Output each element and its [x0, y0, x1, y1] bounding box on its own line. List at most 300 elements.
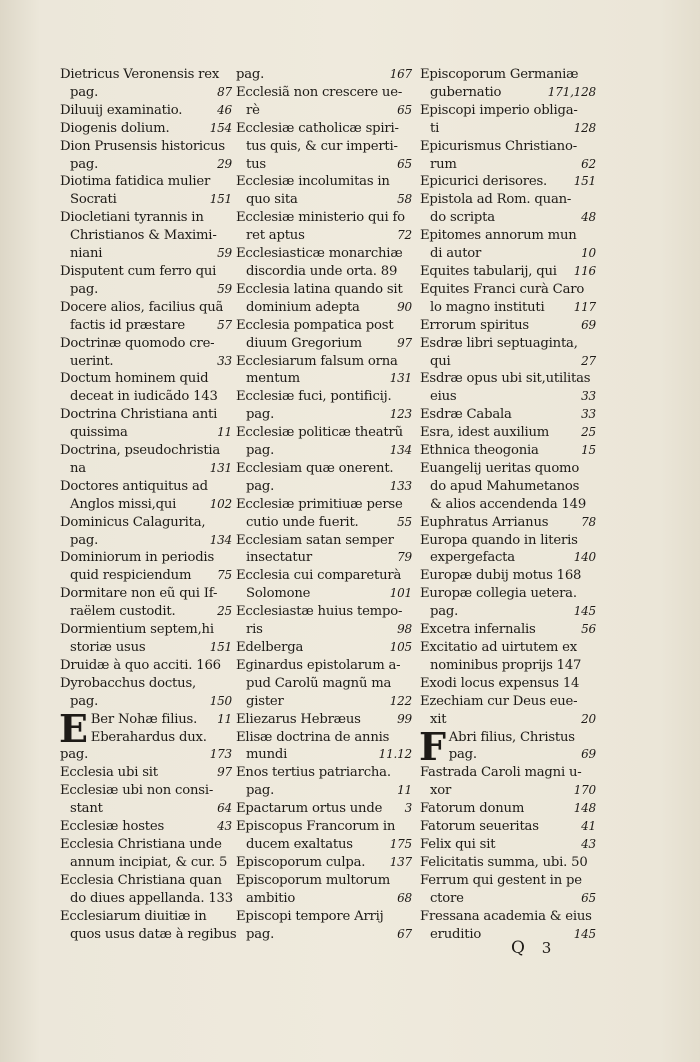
- page-reference: 65: [397, 102, 412, 117]
- index-entry: [420, 621, 596, 639]
- page-reference: 25: [581, 425, 596, 440]
- page-reference: 154: [209, 120, 232, 135]
- signature-mark: Q: [511, 938, 525, 958]
- index-entry-line: gubernatio 171,128: [430, 84, 596, 100]
- index-entry-line: dominium adepta 90: [246, 299, 412, 315]
- index-entry-line: Ecclesiarum falsum orna: [236, 353, 398, 369]
- page-reference: 65: [581, 890, 596, 905]
- index-entry-line: storiæ usus 151: [70, 640, 232, 655]
- index-entry-line: deceat in iudicãdo 143: [70, 389, 218, 405]
- index-entry-line: Epitomes annorum mun: [420, 228, 577, 244]
- page-reference: 151: [209, 640, 232, 654]
- page-reference: 65: [397, 156, 412, 171]
- index-entry-line: Ferrum qui gestent in pe: [420, 872, 582, 888]
- index-entry-line: raëlem custodit. 25: [70, 604, 232, 620]
- index-entry-line: Edelberga 105: [236, 640, 412, 655]
- page-reference: 68: [397, 890, 412, 905]
- index-entry: [60, 138, 232, 174]
- index-entry: [420, 66, 596, 102]
- page-reference: 67: [397, 926, 412, 941]
- page-reference: 151: [209, 192, 232, 207]
- index-entry-line: Esdræ libri septuaginta,: [420, 335, 578, 351]
- index-entry: [420, 227, 596, 263]
- index-entry-line: pag. 145: [430, 604, 596, 620]
- index-entry-line: expergefacta 140: [430, 550, 596, 566]
- index-entry-line: discordia unde orta. 89: [246, 263, 398, 279]
- page-reference: 11.12: [378, 747, 412, 762]
- index-entry-line: Diluuij examinatio. 46: [60, 102, 232, 118]
- index-entry-line: pag. 123: [246, 407, 412, 423]
- index-entry: [420, 424, 596, 442]
- index-entry-line: Eginardus epistolarum a-: [236, 657, 401, 673]
- page-reference: 3: [404, 801, 412, 816]
- index-entry-line: pag. 69: [448, 747, 596, 763]
- page-reference: 122: [389, 693, 412, 708]
- index-entry-line: Ecclesiã non crescere ue-: [236, 84, 403, 100]
- index-entry: [420, 532, 596, 568]
- page-reference: 62: [581, 156, 596, 171]
- index-entry-line: Solomone 101: [246, 586, 412, 602]
- index-entry-line: do scripta 48: [430, 210, 596, 226]
- index-entry-line: tus quis, & cur imperti-: [246, 138, 398, 154]
- index-entry: [420, 836, 596, 854]
- index-entry: [420, 370, 596, 406]
- index-entry-line: Ecclesiæ catholicæ spiri-: [236, 120, 399, 136]
- index-entry-line: Socrati 151: [70, 192, 232, 208]
- index-entry: [60, 657, 232, 675]
- index-entry-line: Doctum hominem quid: [60, 371, 209, 387]
- index-entry-line: Disputent cum ferro qui: [60, 263, 217, 279]
- index-entry-line: Ecclesia Christiana unde: [60, 836, 222, 852]
- index-entry: [60, 836, 232, 872]
- index-entry-line: cutio unde fuerit. 55: [246, 514, 412, 530]
- index-entry: [420, 102, 596, 138]
- index-entry: [236, 729, 412, 765]
- index-entry-line: Ecclesiæ incolumitas in: [236, 174, 390, 190]
- index-entry: [420, 442, 596, 460]
- index-entry: [420, 317, 596, 335]
- index-entry-line: Abri filius, Christus: [448, 729, 575, 745]
- index-entry-line: Europæ collegia uetera.: [420, 586, 577, 602]
- index-entry-line: Felicitatis summa, ubi. 50: [420, 854, 588, 870]
- index-entry-line: Errorum spiritus 69: [420, 317, 596, 333]
- index-entry: [419, 723, 596, 769]
- index-entry: [236, 532, 412, 568]
- page-reference: 43: [581, 836, 596, 851]
- index-entry: [420, 406, 596, 424]
- page-reference: 123: [389, 407, 412, 422]
- index-entry: [420, 908, 596, 944]
- index-entry-line: Druidæ à quo acciti. 166: [60, 657, 221, 673]
- index-entry-line: Ecclesia pompatica post: [236, 317, 394, 333]
- index-entry: [236, 209, 412, 245]
- page-reference: 48: [581, 210, 596, 225]
- index-entry-line: Dominicus Calagurita,: [60, 514, 206, 530]
- index-entry-line: ambitio 68: [246, 890, 412, 906]
- index-entry-line: Ecclesia Christiana quan: [60, 872, 222, 888]
- index-column-2: [236, 66, 412, 943]
- index-entry: [60, 621, 232, 657]
- index-entry-line: insectatur 79: [246, 550, 412, 566]
- page-reference: 171,128: [547, 84, 596, 99]
- index-entry-line: do apud Mahumetanos: [430, 478, 580, 494]
- index-entry: [420, 173, 596, 191]
- index-entry-line: Ethnica theogonia 15: [420, 443, 596, 459]
- index-entry-line: Dominiorum in periodis: [60, 550, 215, 566]
- index-entry: [420, 675, 596, 693]
- index-entry: [236, 800, 412, 818]
- index-column-3: [420, 66, 596, 943]
- index-entry-line: xor 170: [430, 783, 596, 799]
- page-reference: 102: [209, 496, 232, 511]
- index-entry-line: Felix qui sit 43: [420, 836, 596, 852]
- page-reference: 33: [217, 353, 232, 368]
- index-entry-line: uerint. 33: [70, 353, 232, 369]
- index-entry: [236, 764, 412, 800]
- index-entry: [420, 585, 596, 621]
- index-entry-line: di autor 10: [430, 246, 596, 262]
- page-reference: 150: [209, 693, 232, 708]
- index-entry-line: Epactarum ortus unde 3: [236, 801, 412, 817]
- index-entry: [420, 818, 596, 836]
- page-reference: 79: [397, 550, 412, 565]
- page-reference: 72: [397, 228, 412, 243]
- page-reference: 101: [389, 586, 412, 601]
- index-entry-line: Epicurismus Christiano-: [420, 138, 577, 154]
- index-entry: [420, 854, 596, 872]
- index-entry-line: Eliezarus Hebræus 99: [236, 711, 412, 727]
- index-entry-line: Ber Nohæ filius. 11: [90, 711, 232, 727]
- index-entry: [236, 424, 412, 460]
- index-entry-line: Diotima fatidica mulier: [60, 174, 211, 190]
- page-reference: 128: [573, 120, 596, 135]
- index-entry-line: Esdræ opus ubi sit,utilitas: [420, 371, 591, 387]
- index-entry-line: pag. 134: [70, 532, 232, 548]
- index-entry-line: pag. 59: [70, 281, 232, 297]
- index-entry-line: ret aptus 72: [246, 228, 412, 244]
- page-reference: 29: [217, 156, 232, 171]
- index-entry-line: pag. 167: [236, 67, 412, 82]
- page-reference: 43: [217, 819, 232, 834]
- drop-capital: E: [59, 705, 88, 751]
- index-entry: [236, 639, 412, 657]
- index-entry: [60, 209, 232, 263]
- index-entry: [60, 764, 232, 782]
- index-entry: [60, 120, 232, 138]
- index-entry-line: Enos tertius patriarcha.: [236, 765, 391, 781]
- index-entry-line: pag. 67: [246, 926, 412, 942]
- page-reference: 41: [581, 819, 596, 834]
- index-entry: [236, 711, 412, 729]
- page-reference: 69: [581, 747, 596, 762]
- index-entry: [236, 353, 412, 389]
- index-entry-line: Ecclesiæ ministerio qui fo: [236, 210, 405, 226]
- index-entry: [420, 263, 596, 281]
- index-entry: [420, 191, 596, 227]
- index-entry-line: Exodi locus expensus 14: [420, 675, 580, 691]
- page-reference: 20: [581, 711, 596, 726]
- index-entry-line: Europa quando in literis: [420, 532, 578, 548]
- index-entry-line: nominibus proprijs 147: [430, 657, 582, 673]
- index-entry-line: diuum Gregorium 97: [246, 335, 412, 351]
- page-reference: 87: [217, 84, 232, 99]
- index-entry-line: Episcopi tempore Arrij: [236, 908, 384, 924]
- index-entry-line: pag. 150: [70, 693, 232, 709]
- page-reference: 97: [217, 765, 232, 780]
- index-entry-line: pag. 11: [246, 783, 412, 799]
- index-entry: [420, 460, 596, 514]
- index-entry-line: Episcopus Francorum in: [236, 819, 396, 835]
- index-entry-line: Eberahardus dux.: [90, 729, 207, 745]
- page-reference: 131: [209, 460, 232, 475]
- index-entry-line: rè 65: [246, 102, 412, 118]
- index-entry: [420, 335, 596, 371]
- index-entry: [420, 872, 596, 908]
- index-entry-line: Dormitare non eũ qui If-: [60, 586, 218, 602]
- index-entry-line: lo magno instituti 117: [430, 299, 596, 315]
- index-entry: [236, 173, 412, 209]
- index-entry-line: Ecclesiæ primitiuæ perse: [236, 496, 403, 512]
- page-reference: 173: [209, 747, 232, 762]
- index-entry: [236, 120, 412, 174]
- index-entry: [236, 66, 412, 84]
- index-entry: [60, 585, 232, 621]
- page-reference: 145: [573, 926, 596, 941]
- index-entry-line: quissima 11: [70, 425, 232, 441]
- page-reference: 148: [573, 801, 596, 816]
- page-reference: 78: [581, 514, 596, 529]
- page-reference: 25: [217, 604, 232, 619]
- page-reference: 56: [581, 622, 596, 637]
- index-entry-line: Euphratus Arrianus 78: [420, 514, 596, 530]
- index-entry: [236, 460, 412, 496]
- index-entry-line: Doctrinæ quomodo cre-: [60, 335, 215, 351]
- index-entry: [420, 567, 596, 585]
- index-entry: [60, 675, 232, 711]
- index-entry-line: pag. 29: [70, 156, 232, 172]
- index-entry-line: Ecclesia cui compareturà: [236, 568, 402, 584]
- index-entry-line: pud Carolũ magnũ ma: [246, 675, 392, 691]
- index-column-1: [59, 66, 237, 943]
- index-entry: [60, 872, 232, 908]
- index-entry: [60, 478, 232, 514]
- page-reference: 137: [389, 854, 412, 869]
- page-footer: [511, 938, 551, 958]
- page-reference: 64: [217, 801, 232, 816]
- index-entry-line: ducem exaltatus 175: [246, 836, 412, 852]
- page-reference: 170: [573, 783, 596, 798]
- index-entry-line: Christianos & Maximi-: [70, 228, 217, 244]
- index-entry: [236, 908, 412, 944]
- index-entry-line: Esra, idest auxilium 25: [420, 425, 596, 441]
- index-entry-line: mentum 131: [246, 371, 412, 387]
- page-reference: 145: [573, 604, 596, 619]
- index-entry-line: Diocletiani tyrannis in: [60, 210, 204, 226]
- index-entry: [236, 567, 412, 603]
- index-entry-line: Euangelij ueritas quomo: [420, 460, 580, 476]
- index-entry-line: Anglos missi,qui 102: [70, 496, 232, 512]
- index-entry: [236, 84, 412, 120]
- index-entry-line: Esdræ Cabala 33: [420, 407, 596, 423]
- page-reference: 175: [389, 836, 412, 851]
- index-entry-line: rum 62: [430, 156, 596, 172]
- index-entry-line: Dyrobacchus doctus,: [60, 675, 197, 691]
- page-reference: 57: [217, 317, 232, 332]
- page-reference: 10: [581, 246, 596, 261]
- index-entry-line: Doctores antiquitus ad: [60, 478, 208, 494]
- index-entry-line: pag. 134: [246, 443, 412, 459]
- index-entry: [236, 317, 412, 353]
- page-reference: 133: [389, 478, 412, 493]
- index-entry-line: Fastrada Caroli magni u-: [420, 765, 582, 781]
- index-entry-line: ris 98: [246, 622, 412, 638]
- index-entry: [60, 818, 232, 836]
- page-reference: 140: [573, 550, 596, 565]
- index-entry-line: Episcoporum multorum: [236, 872, 391, 888]
- index-entry: [420, 800, 596, 818]
- index-entry: [60, 370, 232, 406]
- page-reference: 134: [209, 532, 232, 547]
- page-reference: 117: [573, 299, 596, 314]
- page-reference: 58: [397, 192, 412, 207]
- index-entry-line: pag. 133: [246, 478, 412, 494]
- index-entry: [420, 693, 596, 729]
- index-entry-line: Docere alios, facilius quã: [60, 299, 224, 315]
- index-entry: [60, 514, 232, 550]
- index-entry-line: qui 27: [430, 353, 596, 369]
- index-entry-line: Excitatio ad uirtutem ex: [420, 640, 578, 655]
- page-reference: 11: [397, 783, 412, 798]
- index-entry-line: Equites tabularij, qui 116: [420, 263, 596, 279]
- index-entry: [420, 138, 596, 174]
- index-entry-line: Ecclesiam satan semper: [236, 532, 394, 548]
- page-reference: 167: [389, 67, 412, 81]
- index-entry-line: Dietricus Veronensis rex: [60, 67, 220, 82]
- index-entry: [420, 514, 596, 532]
- index-entry-line: Fressana academia & eius: [420, 908, 592, 924]
- index-entry-line: Ecclesiæ fuci, pontificij.: [236, 389, 392, 405]
- index-entry: [236, 245, 412, 281]
- index-entry: [60, 173, 232, 209]
- page-reference: 11: [217, 711, 232, 726]
- page-reference: 11: [217, 425, 232, 440]
- index-entry-line: xit 20: [430, 711, 596, 727]
- index-entry: [420, 764, 596, 800]
- drop-capital: F: [419, 723, 446, 769]
- index-entry-line: quid respiciendum 75: [70, 568, 232, 584]
- page-reference: 134: [389, 443, 412, 458]
- index-entry-line: Ecclesia latina quando sit: [236, 281, 403, 297]
- index-entry: [236, 818, 412, 854]
- index-entry-line: Epistola ad Rom. quan-: [420, 192, 572, 208]
- index-entry: [420, 281, 596, 317]
- page-reference: 55: [397, 514, 412, 529]
- index-entry: [236, 603, 412, 639]
- index-entry-line: Ecclesiasticæ monarchiæ: [236, 246, 403, 262]
- index-entry-line: pag. 173: [60, 747, 232, 763]
- page-reference: 69: [581, 317, 596, 332]
- index-entry-line: Fatorum donum 148: [420, 801, 596, 817]
- index-entry: [60, 549, 232, 585]
- index-entry-line: Ezechiam cur Deus eue-: [420, 693, 578, 709]
- index-entry-line: annum incipiat, & cur. 5: [70, 854, 228, 870]
- index-entry: [60, 782, 232, 818]
- index-entry: [236, 872, 412, 908]
- index-entry: [236, 657, 412, 711]
- index-entry-line: Ecclesiæ ubi non consi-: [60, 783, 214, 799]
- page-reference: 15: [581, 443, 596, 458]
- index-entry-line: quo sita 58: [246, 192, 412, 208]
- index-entry-line: eius 33: [430, 389, 596, 405]
- page-reference: 75: [217, 568, 232, 583]
- index-entry-line: factis id præstare 57: [70, 317, 232, 333]
- index-entry-line: niani 59: [70, 246, 232, 262]
- index-entry-line: ctore 65: [430, 890, 596, 906]
- index-entry-line: Ecclesia ubi sit 97: [60, 765, 232, 781]
- index-entry-line: Doctrina, pseudochristia: [60, 443, 221, 459]
- page-reference: 131: [389, 371, 412, 386]
- index-entry-line: mundi 11.12: [246, 747, 412, 763]
- index-entry-line: Epicurici derisores. 151: [420, 174, 596, 190]
- index-entry-line: gister 122: [246, 693, 412, 709]
- index-entry-line: Equites Franci curà Caro: [420, 281, 585, 297]
- index-entry-line: & alios accendenda 149: [430, 496, 587, 512]
- page-reference: 90: [397, 299, 412, 314]
- index-entry: [236, 281, 412, 317]
- index-entry-line: Dion Prusensis historicus: [60, 138, 225, 154]
- page-reference: 98: [397, 622, 412, 637]
- index-entry: [60, 102, 232, 120]
- index-entry-line: Dormientium septem,hi: [60, 622, 214, 638]
- index-entry-line: Ecclesiæ politicæ theatrũ: [236, 425, 403, 441]
- index-entry-line: Ecclesiastæ huius tempo-: [236, 604, 403, 620]
- index-entry-line: na 131: [70, 460, 232, 476]
- index-entry: [60, 908, 237, 944]
- page-reference: 151: [573, 174, 596, 189]
- index-entry-line: Ecclesiarum diuitiæ in: [60, 908, 207, 924]
- index-entry-line: ti 128: [430, 120, 596, 136]
- index-entry-line: do diues appellanda. 133: [70, 890, 233, 906]
- index-entry-line: Episcoporum culpa. 137: [236, 854, 412, 870]
- page-reference: 105: [389, 640, 412, 654]
- index-entry: [236, 496, 412, 532]
- index-entry-line: Fatorum seueritas 41: [420, 819, 596, 835]
- index-entry-line: Diogenis dolium. 154: [60, 120, 232, 136]
- index-entry: [236, 388, 412, 424]
- index-entry-line: quos usus datæ à regibus: [70, 926, 237, 942]
- index-entry-line: Excetra infernalis 56: [420, 622, 596, 638]
- index-entry: [60, 442, 232, 478]
- index-entry: [60, 406, 232, 442]
- index-entry: [60, 263, 232, 299]
- page-reference: 33: [581, 407, 596, 422]
- index-entry-line: Doctrina Christiana anti: [60, 407, 218, 423]
- index-entry-line: Elisæ doctrina de annis: [236, 729, 390, 745]
- index-entry-line: pag. 87: [70, 84, 232, 100]
- page-reference: 59: [217, 281, 232, 296]
- index-entry: [236, 854, 412, 872]
- index-entry-line: Episcopi imperio obliga-: [420, 102, 578, 118]
- index-entry: [420, 639, 596, 675]
- page-reference: 27: [581, 353, 596, 368]
- index-entry-line: Ecclesiæ hostes 43: [60, 819, 232, 835]
- page-number: 3: [541, 939, 552, 957]
- index-entry: [60, 299, 232, 335]
- index-entry: [60, 335, 232, 371]
- index-entry-line: Europæ dubij motus 168: [420, 568, 582, 584]
- index-entry: [59, 705, 232, 765]
- page-reference: 116: [573, 263, 596, 278]
